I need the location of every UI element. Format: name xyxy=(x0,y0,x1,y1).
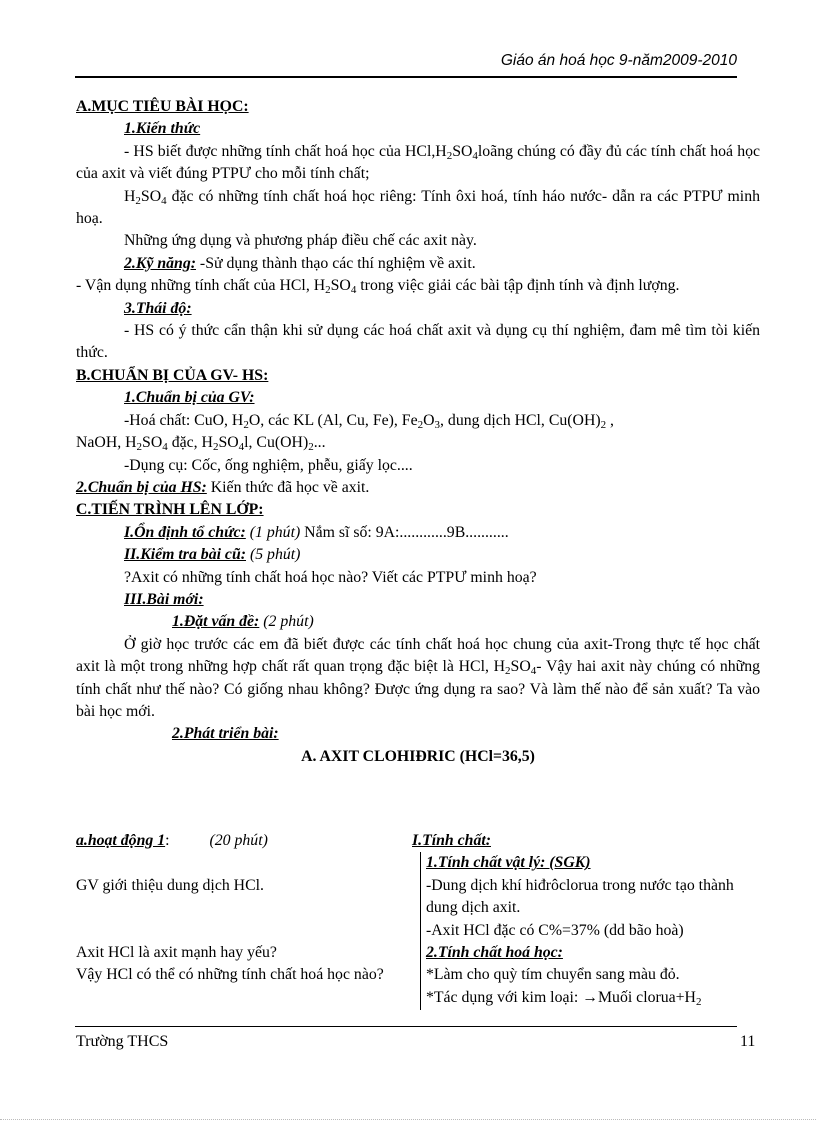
activity-time: (20 phút) xyxy=(209,832,268,849)
teacher-column: a.hoạt động 1: (20 phút) GV giới thiệu dung dịch HCl. Axit HCl là axit mạnh hay yếu? Vậy HCl có thể có những tính chất hoá học nào? xyxy=(76,830,408,987)
teacher-row-3: Vậy HCl có thể có những tính chất hoá học nào? xyxy=(76,966,384,984)
chemicals-line-2: NaOH, $H_2SO_4$ đặc, $H_2SO_4l$, $Cu(OH)_2$... xyxy=(76,434,326,454)
knowledge-para-1: - HS biết được những tính chất hoá học của $HCl,H_2SO_4loãng$ chúng có đầy đủ các tính chất hoá học của axit và viết đúng PTPƯ cho mỗi tính chất; xyxy=(76,142,761,183)
student-prep-heading: 2.Chuẩn bị của HS: xyxy=(76,478,207,496)
page-number: 11 xyxy=(740,1033,756,1050)
physical-props-2: -Axit HCl đặc có C%=37% (dd bão hoà) xyxy=(426,921,684,939)
skills-line: 2.Kỹ năng: -Sử dụng thành thạo các thí nghiệm về axit. xyxy=(124,254,476,272)
intro-heading: 1.Đặt vấn đề: xyxy=(172,613,260,631)
physical-props-1: -Dung dịch khí hiđrôclorua trong nước tạo thành dung dịch axit. xyxy=(426,876,734,917)
chemical-props-1: *Làm cho quỳ tím chuyển sang màu đỏ. xyxy=(426,966,680,984)
knowledge-para-2: $H_2SO_4$ đặc có những tính chất hoá học riêng: Tính ôxi hoá, tính háo nước- dẫn ra các PTPƯ minh hoạ. xyxy=(76,187,760,228)
intro-para: Ở giờ học trước các em đã biết được các tính chất hoá học chung của axit-Trong thực tế học chất axit là một trong những hợp chất rất quan trọng đặc biệt là HCl, $H_2SO_4-$ Vậy hai axit này chúng có những tính chất như thế nào? Có giống nhau không? Được ứng dụng ra sao? Và làm thế nào để sản xuất? Ta vào bài học mới. xyxy=(76,635,761,720)
teacher-row-1: GV giới thiệu dung dịch HCl. xyxy=(76,876,264,894)
section-a-heading: A.MỤC TIÊU BÀI HỌC: xyxy=(76,98,249,115)
physical-props-heading: 1.Tính chất vật lý: (SGK) xyxy=(426,854,591,872)
attitude-heading: 3.Thái độ: xyxy=(124,299,192,317)
page-header xyxy=(75,52,737,78)
review-line: II.Kiểm tra bài cũ: (5 phút) xyxy=(124,546,301,564)
section-c-heading: C.TIẾN TRÌNH LÊN LỚP: xyxy=(76,501,264,519)
teacher-prep-heading: 1.Chuẩn bị của GV: xyxy=(124,389,255,407)
chemical-props-heading: 2.Tính chất hoá học: xyxy=(426,944,563,962)
intro-line: 1.Đặt vấn đề: (2 phút) xyxy=(172,613,314,631)
student-prep-line: 2.Chuẩn bị của HS: Kiến thức đã học về axit. xyxy=(76,478,370,496)
footer-school: Trường THCS xyxy=(76,1033,169,1050)
column-divider xyxy=(420,852,421,1010)
teacher-row-2: Axit HCl là axit mạnh hay yếu? xyxy=(76,944,277,962)
organization-line: I.Ổn định tổ chức: (1 phút) Nắm sĩ số: 9A:............9B........... xyxy=(124,523,509,541)
review-question: ?Axit có những tính chất hoá học nào? Viết các PTPƯ minh hoạ? xyxy=(124,568,537,586)
review-heading: II.Kiểm tra bài cũ: xyxy=(124,546,246,564)
page-bottom-border xyxy=(0,1119,816,1120)
organization-heading: I.Ổn định tổ chức: xyxy=(124,523,246,541)
skills-para: - Vận dụng những tính chất của HCl, $H_2SO_4$ trong việc giải các bài tập định tính và định lượng. xyxy=(76,277,680,297)
development-heading: 2.Phát triển bài: xyxy=(172,725,279,743)
knowledge-para-3: Những ứng dụng và phương pháp điều chế các axit này. xyxy=(124,232,477,250)
new-lesson-heading: III.Bài mới: xyxy=(124,590,204,608)
skills-heading: 2.Kỹ năng: xyxy=(124,254,196,272)
activity-heading: a.hoạt động 1 xyxy=(76,832,166,849)
attitude-para: - HS có ý thức cẩn thận khi sử dụng các hoá chất axit và dụng cụ thí nghiệm, đam mê tìm tòi kiến thức. xyxy=(76,322,760,362)
properties-heading: I.Tính chất: xyxy=(412,832,491,849)
section-b-heading: B.CHUẨN BỊ CỦA GV- HS: xyxy=(76,366,269,384)
knowledge-heading: 1.Kiến thức xyxy=(124,120,201,138)
chemicals-line-1: -Hoá chất: CuO, $H_2O$, các KL (Al, Cu, Fe), $Fe_2O_3$, dung dịch HCl, $Cu(OH)_2$ , xyxy=(124,411,615,431)
footer-rule xyxy=(75,1026,737,1027)
equipment-line: -Dụng cụ: Cốc, ống nghiệm, phễu, giấy lọc.... xyxy=(124,456,413,474)
header-rule xyxy=(75,76,737,78)
header-title: Giáo án hoá học 9-năm2009-2010 xyxy=(500,52,737,69)
lesson-title: A. AXIT CLOHIĐRIC (HCl=36,5) xyxy=(301,747,535,765)
chemical-props-2: *Tác dụng với kim loại: →Muối $clorua+H_2$ xyxy=(426,988,702,1008)
content-column xyxy=(412,830,760,1009)
document-body xyxy=(76,96,760,768)
